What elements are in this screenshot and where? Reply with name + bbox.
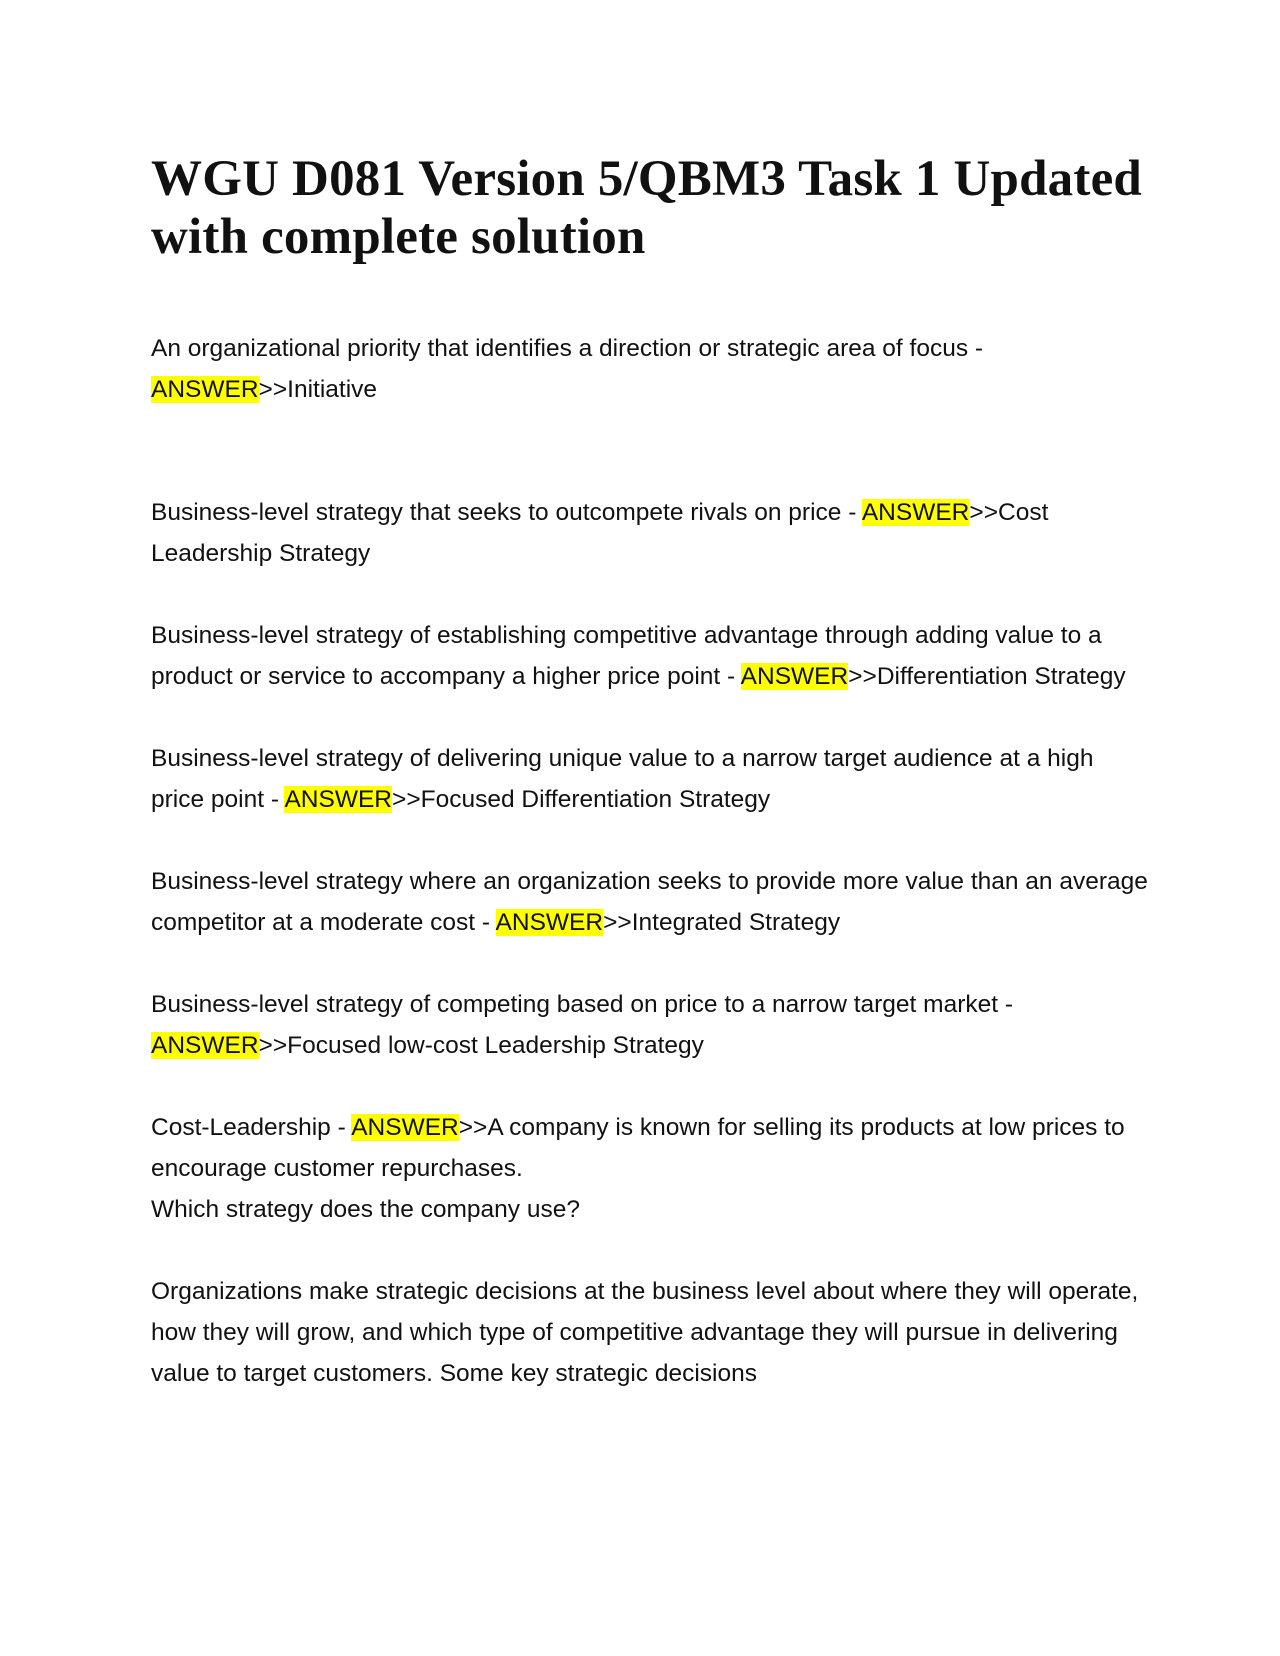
answer-text: Differentiation Strategy [876,663,1126,690]
question-text: An organizational priority that identifies a direction or strategic area of focus - [151,335,984,362]
document-content [151,150,1151,1394]
answer-text: Integrated Strategy [631,909,841,936]
document-title: WGU D081 Version 5/QBM3 Task 1 Updated with complete solution [151,151,1142,265]
answer-marker: ANSWER [151,1032,259,1059]
qa-entry [151,1107,1151,1230]
question-text: Business-level strategy of competing based on price to a narrow target market - [151,991,1013,1018]
answer-marker: ANSWER [351,1114,459,1141]
answer-separator: >> [848,663,877,690]
answer-text: Focused low-cost Leadership Strategy [287,1032,704,1059]
answer-separator: >> [969,499,999,526]
answer-text: Cost Leadership Strategy [151,499,1049,567]
answer-text: Initiative [287,376,378,403]
answer-marker: ANSWER [740,663,849,690]
qa-entry [151,861,1151,943]
qa-entry [151,615,1151,697]
answer-separator: >> [603,909,632,936]
answer-marker: ANSWER [861,499,970,526]
answer-separator: >> [258,1032,288,1059]
question-text: Cost-Leadership - [151,1114,352,1141]
answer-marker: ANSWER [495,909,604,936]
answer-text: Focused Differentiation Strategy [420,786,771,813]
question-followup: Which strategy does the company use? [151,1196,580,1223]
question-text: Business-level strategy of establishing competitive advantage through adding value to a product or service to accompany a higher price point - [151,622,1102,690]
closing-paragraph: Organizations make strategic decisions at the business level about where they will operate, how they will grow, and which type of competitive advantage they will pursue in delivering value to target customers. Some key strategic decisions [151,1278,1139,1387]
question-text: Business-level strategy where an organization seeks to provide more value than an average competitor at a moderate cost - [151,868,1148,936]
answer-text: A company is known for selling its products at low prices to encourage customer repurchases. [151,1114,1125,1182]
answer-marker: ANSWER [151,376,259,403]
qa-entry [151,738,1151,820]
question-text: Business-level strategy of delivering unique value to a narrow target audience at a high price point - [151,745,1094,813]
answer-separator: >> [458,1114,488,1141]
qa-entry [151,492,1151,574]
question-text: Business-level strategy that seeks to outcompete rivals on price - [151,499,862,526]
answer-separator: >> [392,786,421,813]
answer-separator: >> [258,376,288,403]
qa-entry [151,984,1151,1066]
qa-entry [151,328,1151,410]
answer-marker: ANSWER [284,786,393,813]
